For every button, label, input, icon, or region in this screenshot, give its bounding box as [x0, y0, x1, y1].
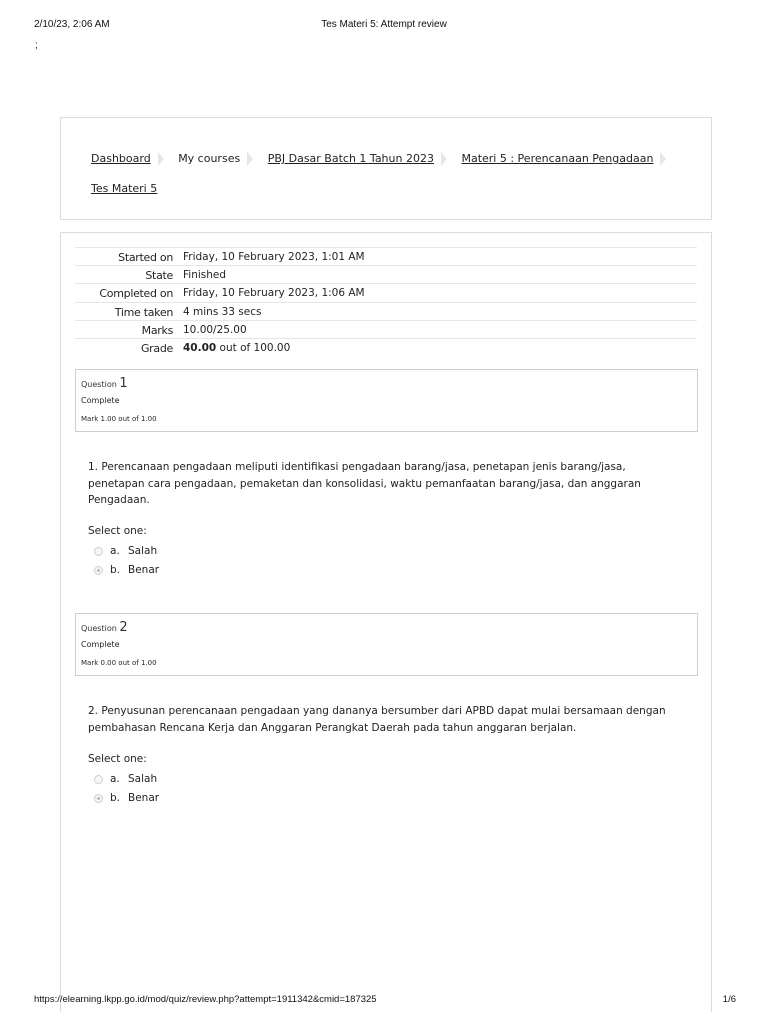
- question-text: 1. Perencanaan pengadaan meliputi identifikasi pengadaan barang/jasa, penetapan jenis barang/jasa, penetapan cara pengadaan, pemaketan dan konsolidasi, waktu pemanfaatan barang/jasa, dan anggaran Pengadaan.: [88, 461, 641, 506]
- breadcrumb-separator-icon: [660, 152, 670, 166]
- question-text: 2. Penyusunan perencanaan pengadaan yang dananya bersumber dari APBD dapat mulai bersamaan dengan pembahasan Rencana Kerja dan Anggaran Perangkat Daerah pada tahun anggaran berjalan.: [88, 705, 666, 734]
- question-info-box: [75, 613, 698, 676]
- print-url: https://elearning.lkpp.go.id/mod/quiz/review.php?attempt=1911342&cmid=187325: [34, 994, 377, 1005]
- option-letter: a.: [110, 545, 120, 557]
- quiz-review-card: [60, 232, 712, 1012]
- summary-label: Time taken: [114, 305, 173, 319]
- breadcrumb-card: [60, 117, 712, 220]
- question-state: Complete: [81, 396, 120, 405]
- radio-button-selected[interactable]: [94, 794, 103, 803]
- print-page-title: Tes Materi 5: Attempt review: [321, 19, 447, 30]
- summary-row-started: [75, 247, 697, 265]
- grade-score: 40.00: [183, 341, 217, 354]
- summary-label: Marks: [141, 323, 173, 337]
- summary-value: 4 mins 33 secs: [183, 305, 262, 318]
- answer-option[interactable]: [94, 543, 157, 559]
- summary-row-time-taken: [75, 302, 697, 320]
- option-label: Salah: [128, 545, 158, 557]
- summary-value: Friday, 10 February 2023, 1:01 AM: [183, 251, 365, 263]
- radio-button-selected[interactable]: [94, 566, 103, 575]
- summary-value: Finished: [183, 269, 227, 282]
- summary-row-grade: [75, 338, 697, 356]
- summary-row-state: [75, 265, 697, 283]
- grade-out-of: out of 100.00: [216, 341, 291, 354]
- breadcrumb-quiz[interactable]: Tes Materi 5: [91, 182, 158, 195]
- breadcrumb-separator-icon: [247, 152, 257, 166]
- summary-value: [183, 342, 290, 354]
- print-footer: [0, 994, 768, 1008]
- breadcrumb-section[interactable]: Materi 5 : Perencanaan Pengadaan: [461, 144, 653, 174]
- breadcrumb-my-courses: My courses: [178, 144, 240, 174]
- print-header: [0, 19, 768, 33]
- breadcrumb-separator-icon: [158, 152, 168, 166]
- option-letter: a.: [110, 773, 120, 785]
- question-mark: Mark 1.00 out of 1.00: [81, 415, 157, 423]
- summary-value: Friday, 10 February 2023, 1:06 AM: [183, 287, 365, 300]
- radio-button[interactable]: [94, 775, 103, 784]
- breadcrumb-dashboard[interactable]: Dashboard: [91, 144, 151, 174]
- option-label: Benar: [128, 792, 160, 804]
- summary-label: Started on: [118, 251, 173, 264]
- question-mark: Mark 0.00 out of 1.00: [81, 659, 157, 667]
- option-letter: b.: [110, 792, 121, 804]
- print-datetime: 2/10/23, 2:06 AM: [34, 19, 110, 30]
- summary-value: 10.00/25.00: [183, 323, 247, 336]
- summary-row-completed: [75, 283, 697, 301]
- print-page-number: 1/6: [722, 994, 736, 1005]
- answer-prompt: Select one:: [88, 525, 147, 537]
- option-letter: b.: [110, 564, 121, 576]
- summary-row-marks: [75, 320, 697, 338]
- question-number: Question 1: [81, 376, 128, 391]
- question-info-box: [75, 369, 698, 432]
- question-state: Complete: [81, 640, 120, 649]
- option-label: Benar: [128, 564, 160, 576]
- radio-button[interactable]: [94, 547, 103, 556]
- option-label: Salah: [128, 773, 158, 785]
- breadcrumb-course[interactable]: PBJ Dasar Batch 1 Tahun 2023: [268, 144, 434, 174]
- answer-option[interactable]: [94, 771, 157, 787]
- breadcrumb: [91, 144, 691, 204]
- answer-prompt: Select one:: [88, 753, 147, 765]
- attempt-summary-table: [75, 247, 697, 356]
- summary-label: State: [145, 269, 173, 283]
- summary-label: Grade: [140, 341, 173, 355]
- breadcrumb-separator-icon: [441, 152, 451, 166]
- summary-label: Completed on: [99, 287, 173, 301]
- print-stray-text: ;: [35, 40, 38, 51]
- answer-option[interactable]: [94, 562, 159, 578]
- question-number: Question 2: [81, 620, 128, 635]
- answer-option[interactable]: [94, 790, 159, 806]
